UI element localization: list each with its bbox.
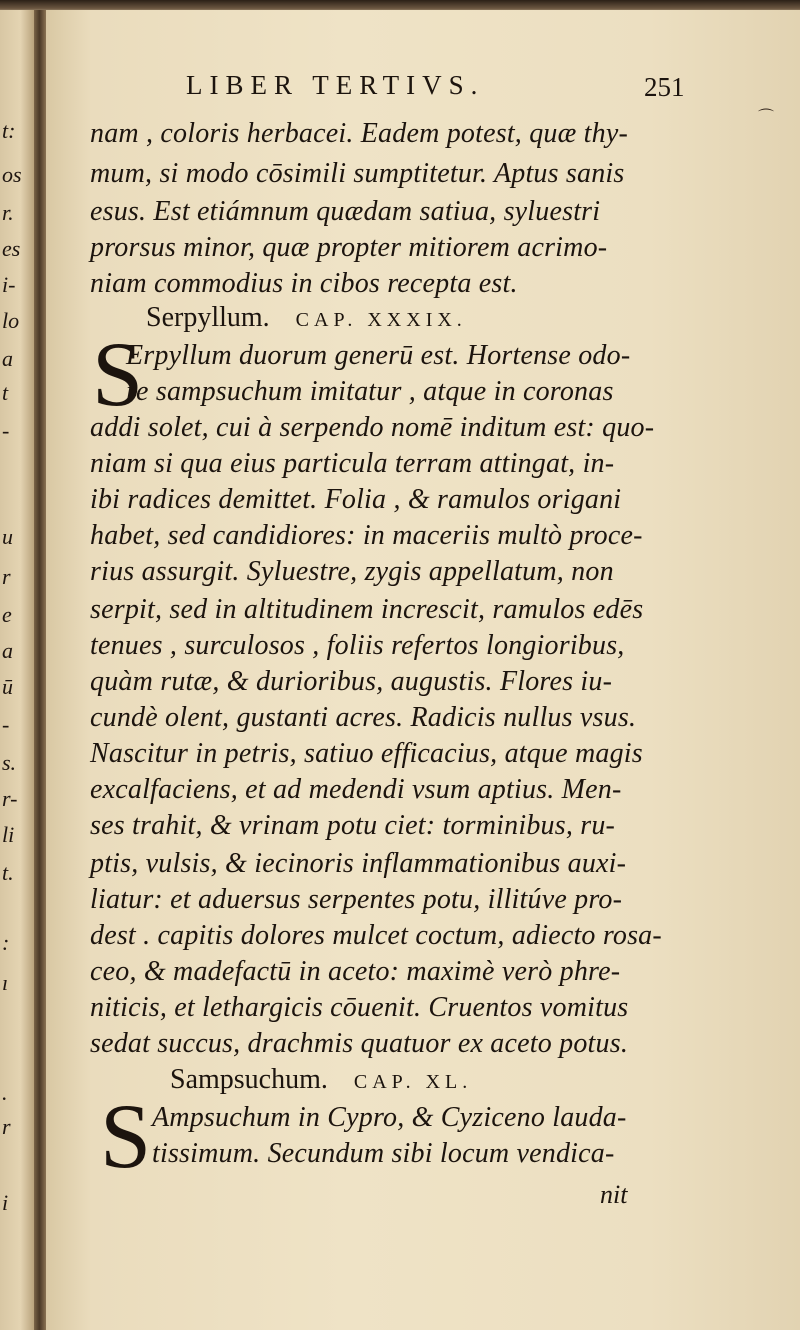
text-line: quàm rutæ, & durioribus, augustis. Flores iu- <box>90 666 613 697</box>
prev-page-fragment: : <box>2 930 10 955</box>
section-heading-serpyllum <box>146 302 467 334</box>
text-line: Erpyllum duorum generū est. Hortense odo- <box>126 340 631 371</box>
section-title: Sampsuchum. <box>170 1064 328 1095</box>
text-line: esus. Est etiámnum quædam satiua, syluestri <box>90 196 601 227</box>
page-number: 251 <box>644 72 685 102</box>
prev-page-fragment: r <box>2 564 11 589</box>
drop-cap: S <box>92 323 144 425</box>
previous-page-edge <box>0 10 34 1330</box>
text-line: re sampsuchum imitatur , atque in coronas <box>126 376 614 407</box>
chapter-number: CAP. XXXIX. <box>295 309 467 331</box>
prev-page-fragment: t: <box>2 118 16 143</box>
prev-page-fragment: . <box>2 1080 8 1105</box>
text-line: tissimum. Secundum sibi locum vendica- <box>152 1138 615 1169</box>
text-line: serpit, sed in altitudinem increscit, ramulos edēs <box>90 594 644 625</box>
text-line: dest . capitis dolores mulcet coctum, adiecto rosa- <box>90 920 662 951</box>
prev-page-fragment: li <box>2 822 15 847</box>
prev-page-fragment: i <box>2 1190 9 1215</box>
chapter-number: CAP. XL. <box>353 1071 473 1093</box>
catchword: nit <box>600 1180 628 1209</box>
prev-page-fragment: - <box>2 418 10 443</box>
text-line: nam , coloris herbacei. Eadem potest, quæ thy- <box>90 118 629 149</box>
prev-page-fragment: t <box>2 380 9 405</box>
text-line: ceo, & madefactū in aceto: maximè verò phre- <box>90 956 621 987</box>
prev-page-fragment: a <box>2 346 13 371</box>
margin-mark: ⌒ <box>758 107 775 126</box>
text-line: niticis, et lethargicis cōuenit. Cruentos vomitus <box>90 992 629 1023</box>
text-line: addi solet, cui à serpendo nomē inditum est: quo- <box>90 412 655 443</box>
section-title: Serpyllum. <box>146 302 270 333</box>
text-line: ibi radices demittet. Folia , & ramulos origani <box>90 484 622 515</box>
text-line: ses trahit, & vrinam potu ciet: torminibus, ru- <box>90 810 616 841</box>
text-line: Nascitur in petris, satiuo efficacius, atque magis <box>90 738 643 769</box>
prev-page-fragment: u <box>2 524 13 549</box>
prev-page-fragment: lo <box>2 308 20 333</box>
section-heading-sampsuchum <box>170 1064 472 1096</box>
prev-page-fragment: t. <box>2 860 14 885</box>
text-line: excalfaciens, et ad medendi vsum aptius. Men- <box>90 774 622 805</box>
prev-page-fragment: i- <box>2 272 16 297</box>
text-line: cundè olent, gustanti acres. Radicis nullus vsus. <box>90 702 637 733</box>
prev-page-fragment: r <box>2 1114 11 1139</box>
prev-page-fragment: ı <box>2 970 9 995</box>
text-line: niam si qua eius particula terram attingat, in- <box>90 448 615 479</box>
prev-page-fragment: es <box>2 236 21 261</box>
book-gutter <box>34 10 46 1330</box>
prev-page-fragment: ū <box>2 674 13 699</box>
text-line: tenues , surculosos , foliis refertos longioribus, <box>90 630 625 661</box>
text-line: sedat succus, drachmis quatuor ex aceto potus. <box>90 1028 629 1059</box>
text-line: liatur: et aduersus serpentes potu, illitúve pro- <box>90 884 623 915</box>
text-line: rius assurgit. Syluestre, zygis appellatum, non <box>90 556 614 587</box>
prev-page-fragment: r. <box>2 200 14 225</box>
prev-page-fragment: r- <box>2 786 18 811</box>
text-line: prorsus minor, quæ propter mitiorem acrimo- <box>90 232 608 263</box>
text-line: niam commodius in cibos recepta est. <box>90 268 518 299</box>
prev-page-fragment: s. <box>2 750 17 775</box>
text-line: ptis, vulsis, & iecinoris inflammationibus auxi- <box>90 848 627 879</box>
running-title: LIBER TERTIVS. <box>186 70 485 100</box>
prev-page-fragment: a <box>2 638 13 663</box>
drop-cap: S <box>100 1085 152 1187</box>
prev-page-fragment: e <box>2 602 12 627</box>
text-line: mum, si modo cōsimili sumptitetur. Aptus sanis <box>90 158 625 189</box>
text-line: Ampsuchum in Cypro, & Cyziceno lauda- <box>152 1102 627 1133</box>
prev-page-fragment: os <box>2 162 22 187</box>
prev-page-fragment: - <box>2 712 10 737</box>
text-line: habet, sed candidiores: in maceriis multò proce- <box>90 520 643 551</box>
